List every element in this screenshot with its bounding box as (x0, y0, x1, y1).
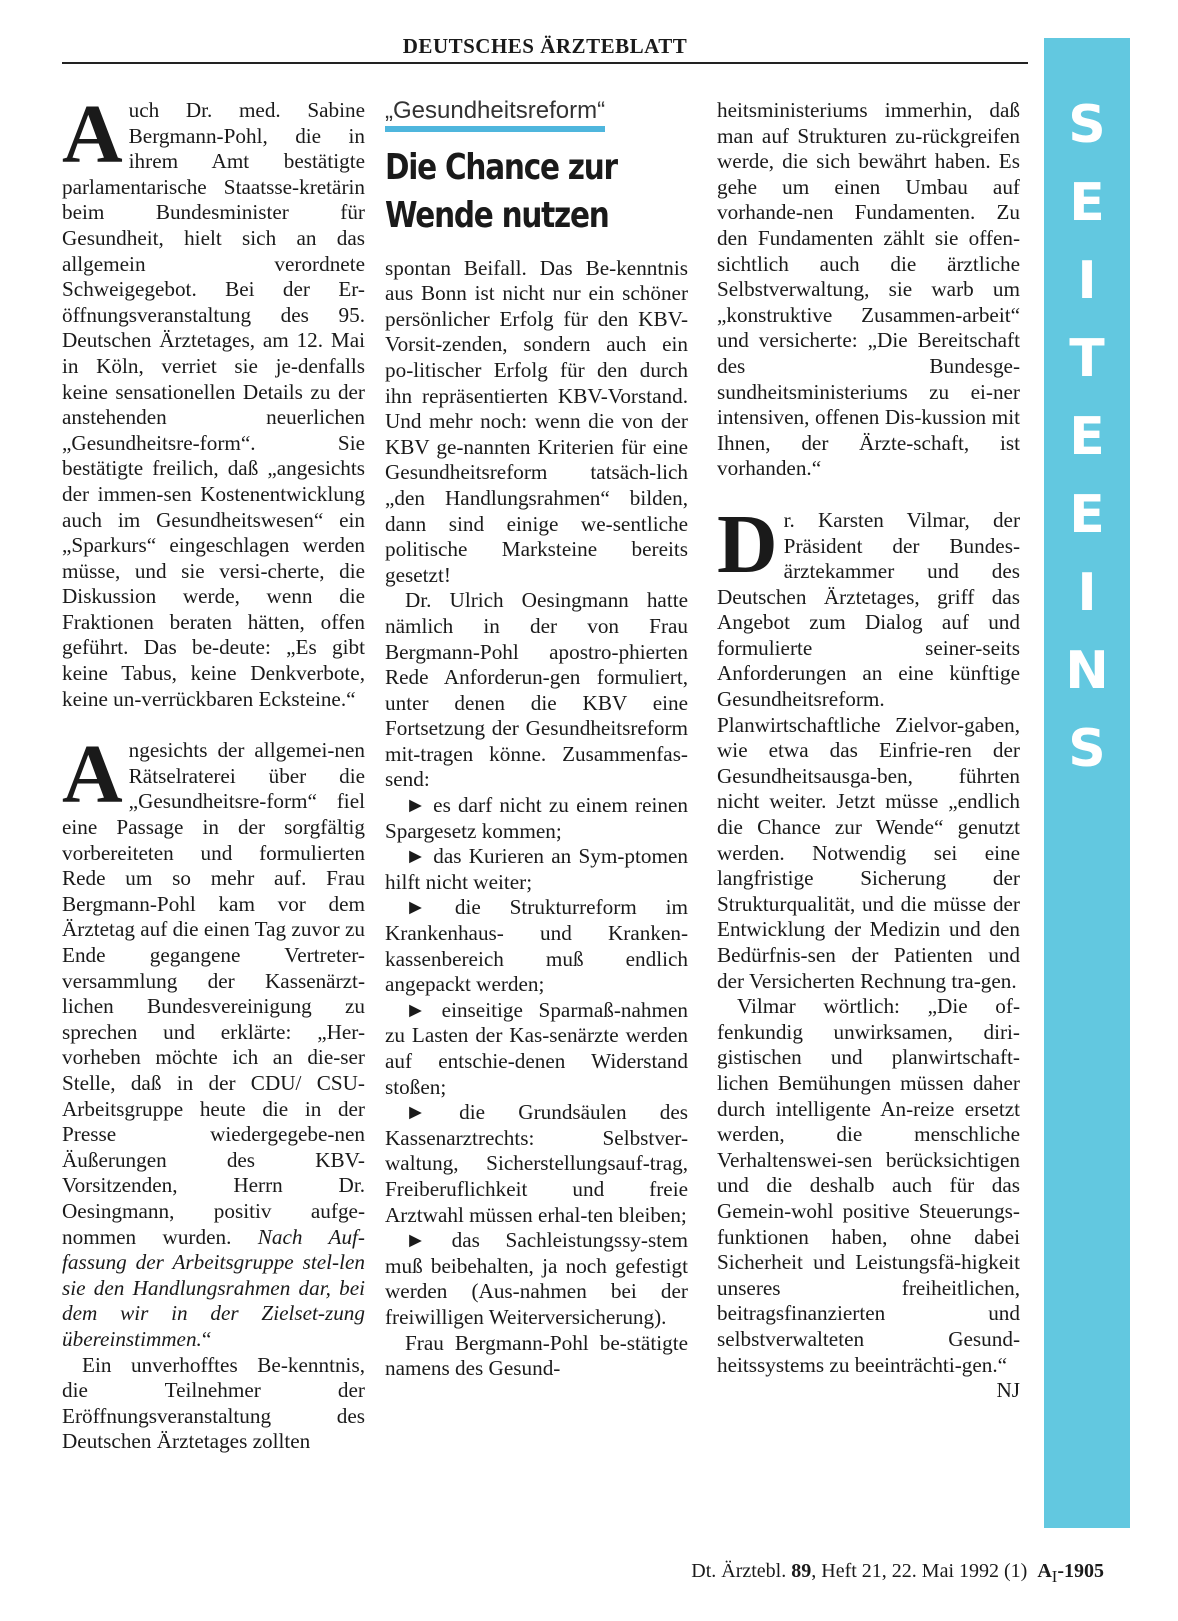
italic-quote: Nach Auf-fassung der Arbeitsgruppe stel-len sie den Handlungsrahmen dar, bei dem wir in der Zielset-zung übereinstimmen. (62, 1224, 365, 1351)
paragraph-text: r. Karsten Vilmar, der Präsident der Bundes-ärztekammer und des Deutschen Ärztetages, griff das Angebot zum Dialog auf und formulierte seiner-seits Anforderungen an eine künftige Gesundheitsreform. Planwirtschaftliche Zielvor-gaben, wie etwa das Einfrie-ren der Gesundheitsausga-ben, führten nicht weiter. Jetzt müsse „endlich die Chance zur Wende“ genutzt werden. Notwendig sei eine langfristige Sicherung der Strukturqualität, und die müsse der Entwicklung der Medizin und den Bedürfnis-sen der Patienten und der Versicherten Rechnung tra-gen. (717, 507, 1020, 993)
bullet-item: ► das Sachleistungssy-stem muß beibehalten, ja noch gefestigt werden (Aus-nahmen bei der freiwilligen Weiterversicherung). (385, 1228, 688, 1329)
paragraph: spontan Beifall. Das Be-kenntnis aus Bonn ist nicht nur ein schöner persönlicher Erfolg für den KBV-Vorsit-zenden, sondern auch ein po-litischer Erfolg für den durch ihn repräsentierten KBV-Vorstand. Und mehr noch: wenn die von der KBV ge-nannten Kriterien für eine Gesundheitsreform tatsäch-lich „den Handlungsrahmen“ bilden, dann sind einige we-sentliche politische Marksteine bereits gesetzt! (385, 255, 688, 587)
paragraph-text: ngesichts der allgemei-nen Rätselraterei über die „Gesundheitsre-form“ fiel eine Passage in der sorgfältig vorbereiteten und formulierten Rede um so mehr auf. Frau Bergmann-Pohl kam vor dem Ärztetag auf die einen Tag zuvor zu Ende gegangene Vertreter-versammlung der Kassenärzt-lichen Bundesvereinigung zu sprechen und erklärte: „Her-vorheben möchte ich an die-ser Stelle, daß in der CDU/ CSU-Arbeitsgruppe heute die in der Presse wiedergegebe-nen Äußerungen des KBV-Vorsitzenden, Herrn Dr. Oesingmann, positiv aufge-nommen wurden. (62, 738, 365, 1249)
headline-line: Die Chance zur (385, 146, 617, 188)
column-1 (62, 88, 365, 1455)
paragraph: Frau Bergmann-Pohl be-stätigte namens des Gesund- (385, 1330, 688, 1381)
sidebar-letter: S (1068, 95, 1106, 155)
drop-cap: D (717, 497, 778, 591)
journal-name: Dt. Ärztebl. (691, 1560, 787, 1582)
column-3 (717, 98, 1020, 1404)
sidebar-letter: T (1069, 329, 1105, 389)
paragraph (62, 728, 365, 1352)
paragraph: heitsministeriums immerhin, daß man auf Strukturen zu-rückgreifen werde, die sich bewährt haben. Es gehe um einen Umbau auf vorhande-nen Fundamenten. Zu den Fundamenten zählt sie offen-sichtlich auch die ärztliche Selbstverwaltung, sie warb um „konstruktive Zusammen-arbeit“ und versicherte: „Die Bereitschaft des Bundesge-sundheitsministeriums zu ei-ner intensiven, offenen Dis-kussion mit Ihnen, der Ärzte-schaft, ist vorhanden.“ (717, 98, 1020, 481)
sidebar-letter: I (1077, 563, 1097, 623)
headline-line: Wende nutzen (385, 194, 609, 236)
author-signature: NJ (996, 1378, 1020, 1403)
page-number: -1905 (1057, 1560, 1104, 1582)
bullet-item: ► die Grundsäulen des Kassenarztrechts: Selbstver-waltung, Sicherstellungsauf-trag, Freiberuflichkeit und freie Arztwahl müssen erhal-ten bleiben; (385, 1100, 688, 1227)
bullet-item: ► die Strukturreform im Krankenhaus- und Kranken-kassenbereich muß endlich angepackt werden; (385, 895, 688, 997)
paragraph (717, 497, 1020, 994)
column-2 (385, 98, 688, 1382)
drop-cap: A (62, 88, 123, 181)
paragraph: Vilmar wörtlich: „Die of-fenkundig unwirksamen, diri-gistischen und planwirtschaft-lichen Bemühungen müssen daher durch intelligente An-reize ersetzt werden, die menschliche Verhaltenswei-sen berücksichtigen und die deshalb auch für das Gemein-wohl positive Steuerungs-funktionen haben, ohne dabei Sicherheit und Leistungsfä-higkeit unseres freiheitlichen, beitragsfinanzierten und selbstverwalteten Gesund-heitssystems zu beeinträchti-gen.“ (717, 994, 1020, 1377)
paragraph-text: uch Dr. med. Sabine Bergmann-Pohl, die in ihrem Amt bestätigte parlamentarische Staatsse-kretärin beim Bundesminister für Gesundheit, hielt sich an das allgemein verordnete Schweigegebot. Bei der Er-öffnungsveranstaltung des 95. Deutschen Ärztetages, am 12. Mai in Köln, verriet sie je-denfalls keine sensationellen Details zu der anstehenden neuerlichen „Gesundheitsre-form“. Sie bestätigte freilich, daß „angesichts der immen-sen Kostenentwicklung auch im Gesundheitswesen“ ein „Sparkurs“ eingeschlagen werden müsse, und sie versi-cherte, die Diskussion werde, wenn die Fraktionen beraten hätten, offen geführt. Das be-deute: „Es gibt keine Tabus, keine Denkverbote, keine un-verrückbaren Ecksteine.“ (62, 98, 365, 711)
volume-number: 89 (791, 1560, 812, 1582)
paragraph: Dr. Ulrich Oesingmann hatte nämlich in der von Frau Bergmann-Pohl apostro-phierten Rede Anforderun-gen formuliert, unter denen die KBV eine Fortsetzung der Gesundheitsreform mit-tragen könne. Zusammenfas-send: (385, 588, 688, 792)
sidebar-letter: E (1069, 173, 1105, 233)
page-prefix: A (1037, 1560, 1052, 1582)
bullet-item: ► es darf nicht zu einem reinen Spargesetz kommen; (385, 793, 688, 843)
bullet-item: ► das Kurieren an Sym-ptomen hilft nicht weiter; (385, 844, 688, 894)
kicker: „Gesundheitsreform“ (385, 98, 605, 132)
bullet-item: ► einseitige Sparmaß-nahmen zu Lasten der Kas-senärzte werden auf entschie-denen Widerstand stoßen; (385, 997, 688, 1099)
page-subscript: I (1051, 1567, 1058, 1586)
sidebar-letter: N (1065, 641, 1109, 701)
issue-info: , Heft 21, 22. Mai 1992 (1) (811, 1560, 1028, 1582)
masthead-rule (62, 62, 1028, 64)
masthead: DEUTSCHES ÄRZTEBLATT (402, 34, 688, 58)
sidebar-letter: I (1077, 251, 1097, 311)
sidebar-letter: S (1068, 719, 1106, 779)
paragraph (62, 88, 365, 712)
sidebar-letter: E (1069, 485, 1105, 545)
quote-close: “ (201, 1326, 212, 1351)
paragraph: Ein unverhofftes Be-kenntnis, die Teilnehmer der Eröffnungsveranstaltung des Deutschen Ärztetages zollten (62, 1352, 365, 1454)
section-sidebar (1044, 38, 1130, 1528)
headline (385, 144, 633, 240)
drop-cap: A (62, 728, 123, 822)
sidebar-letter: E (1069, 407, 1105, 467)
page-footer (691, 1560, 1104, 1587)
